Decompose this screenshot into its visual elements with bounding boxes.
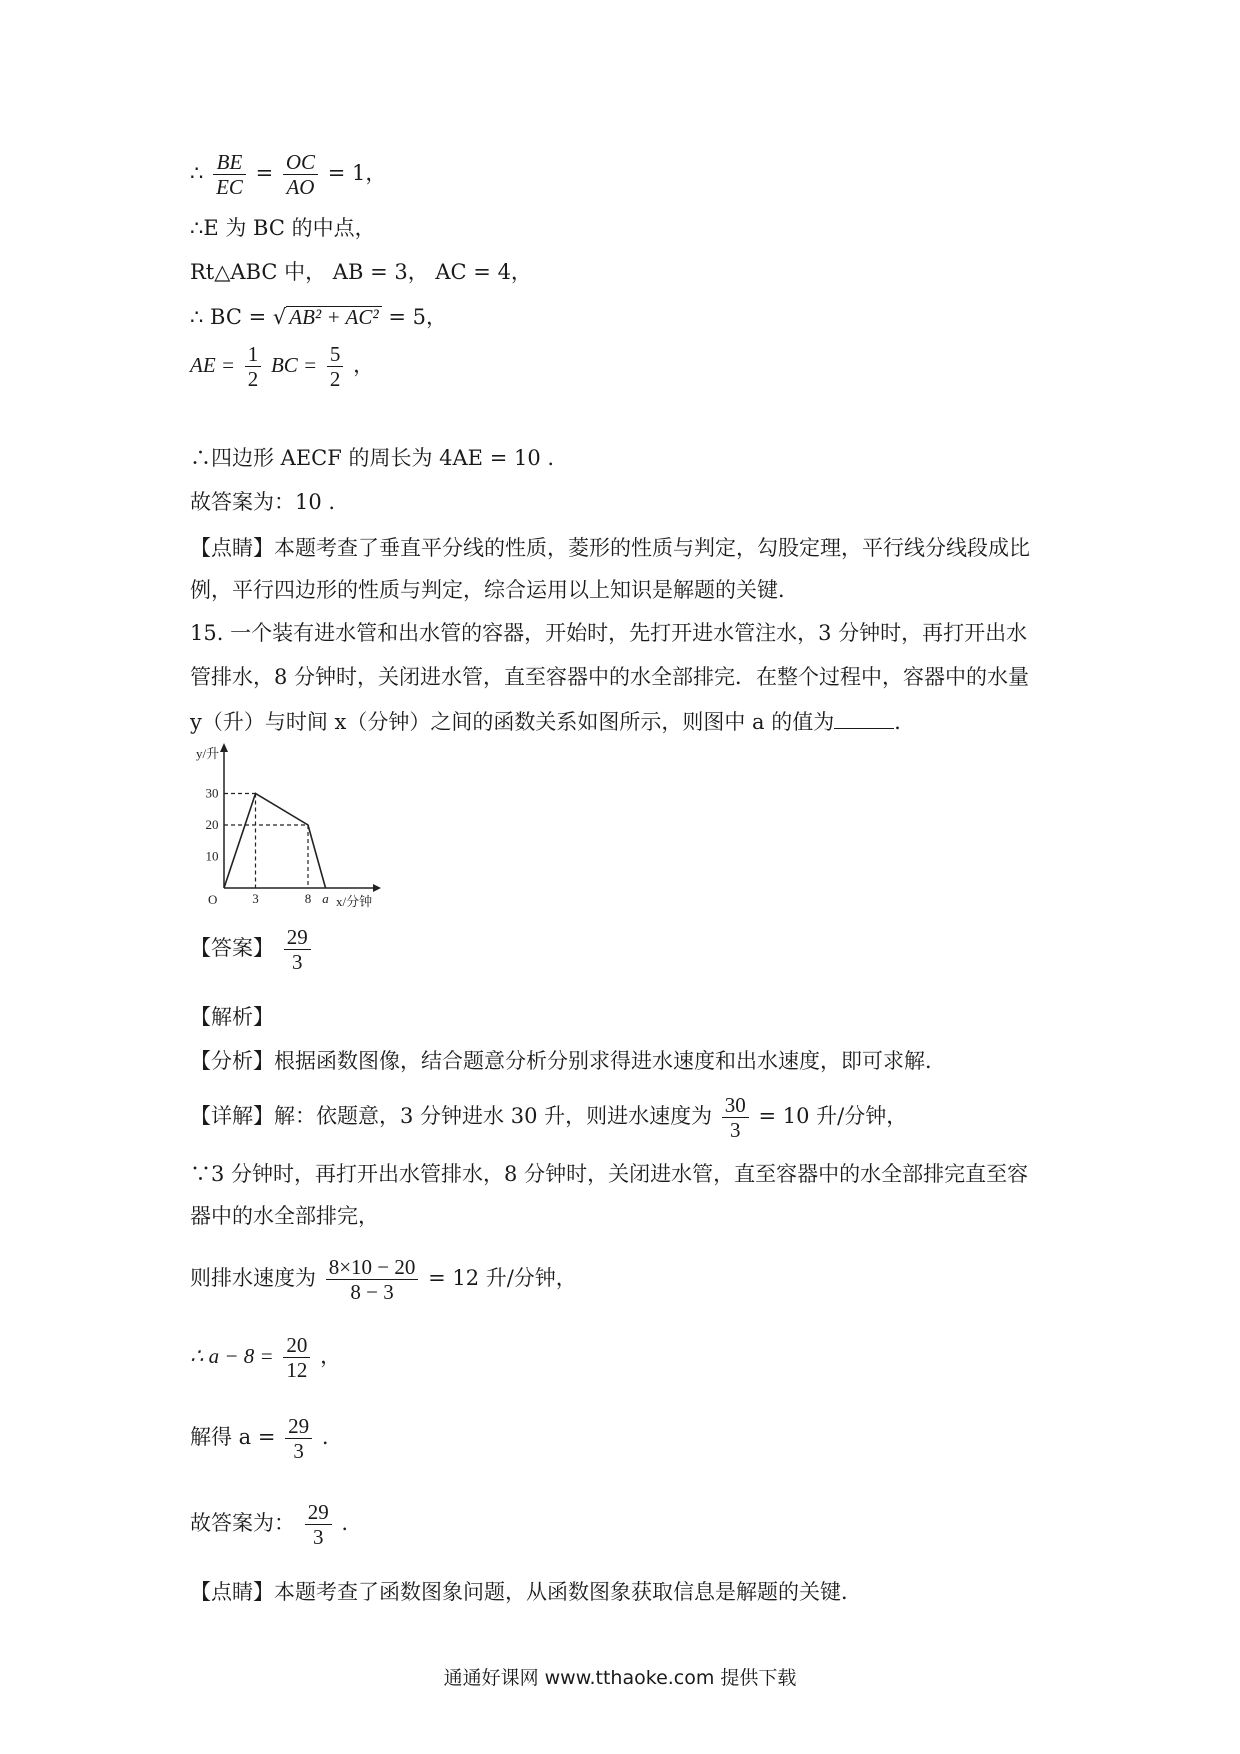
function-graph (188, 738, 388, 908)
analysis-text: 【分析】根据函数图像，结合题意分析分别求得进水速度和出水速度，即可求解． (190, 1049, 946, 1073)
x-tick-3: 3 (252, 891, 259, 906)
line-bc: ∴ BC = √ AB² + AC² = 5， (190, 305, 447, 329)
y-tick-10: 10 (205, 848, 219, 864)
inflow-fraction: $\frac{30}{3}$ (722, 1093, 749, 1142)
graph-line (224, 794, 326, 889)
detail-inflow: 【详解】解：依题意，3 分钟进水 30 升，则进水速度为 $\frac{30}{3}$ = 10 升/分钟， (190, 1093, 908, 1143)
line-answer-10: 故答案为：10 . (190, 490, 336, 514)
line-comment-1: 【点睛】本题考查了垂直平分线的性质，菱形的性质与判定，勾股定理，平行线分线段成比 (190, 536, 1030, 560)
question-15-line1: 15. 一个装有进水管和出水管的容器，开始时，先打开进水管注水，3 分钟时，再打开出水 (190, 621, 1028, 645)
final-answer-line: 故答案为： $\frac{29}{3}$ . (190, 1500, 349, 1550)
answer-fraction: $\frac{29}{3}$ (284, 925, 311, 974)
y-axis-label: y/升 (196, 746, 220, 761)
fraction-oc-ao: $\frac{OC}{AO}$ (283, 150, 318, 199)
question-15-line3: y（升）与时间 x（分钟）之间的函数关系如图所示，则图中 a 的值为 ． (190, 710, 916, 734)
y-tick-30: 30 (205, 785, 219, 801)
line-right-triangle: Rt△ABC 中， AB = 3， AC = 4， (190, 260, 532, 284)
outflow-fraction: $\frac{8\times 10 - 20}{8 - 3}$ (326, 1255, 419, 1304)
y-tick-20: 20 (205, 817, 219, 832)
x-axis-label: x/分钟 (336, 894, 373, 908)
line-ae: AE = $\frac{1}{2}$ BC = $\frac{5}{2}$ ， (190, 342, 375, 392)
line-midpoint: ∴E 为 BC 的中点， (190, 216, 376, 240)
fraction-20-12: $\frac{20}{12}$ (283, 1333, 310, 1382)
answer-line (190, 925, 314, 974)
y-axis-arrow (220, 743, 228, 752)
line-comment-2: 【点睛】本题考查了函数图象问题，从函数图象获取信息是解题的关键． (190, 1580, 862, 1604)
origin-label: O (208, 892, 218, 907)
final-fraction: $\frac{29}{3}$ (305, 1500, 332, 1549)
footer-text: 通通好课网 www.tthaoke.com 提供下载 (443, 1667, 797, 1689)
a-minus-8-line: ∴ a − 8 = $\frac{20}{12}$ ， (190, 1333, 342, 1383)
fraction-29-3: $\frac{29}{3}$ (285, 1414, 312, 1463)
because-line1: ∵3 分钟时，再打开出水管排水，8 分钟时，关闭进水管，直至容器中的水全部排完直至容 (190, 1162, 1029, 1186)
x-tick-8: 8 (304, 891, 312, 906)
fraction-half: $\frac{1}{2}$ (245, 342, 262, 391)
analysis-heading: 【解析】 (190, 1005, 274, 1029)
question-15-line2: 管排水，8 分钟时，关闭进水管，直至容器中的水全部排完．在整个过程中，容器中的水量 (190, 665, 1030, 689)
therefore-symbol: ∴ (190, 161, 204, 186)
line-ratio: ∴ $\frac{BE}{EC}$ = $\frac{OC}{AO}$ = 1， (190, 150, 387, 200)
answer-label: 【答案】 (190, 936, 274, 961)
solve-a-line: 解得 a = $\frac{29}{3}$ . (190, 1414, 329, 1464)
answer-blank (834, 710, 894, 729)
dashed-guides (224, 794, 308, 889)
x-axis-arrow (373, 884, 381, 892)
fraction-be-ec: $\frac{BE}{EC}$ (213, 150, 246, 199)
because-line2: 器中的水全部排完， (190, 1204, 379, 1228)
x-tick-a: a (322, 891, 329, 906)
fraction-five-halves: $\frac{5}{2}$ (327, 342, 344, 391)
line-comment-1b: 例，平行四边形的性质与判定，综合运用以上知识是解题的关键． (190, 578, 799, 602)
outflow-line: 则排水速度为 $\frac{8\times 10 - 20}{8 - 3}$ = 12 升/分钟， (190, 1255, 577, 1305)
line-perimeter: ∴四边形 AECF 的周长为 4AE = 10 . (190, 446, 555, 470)
